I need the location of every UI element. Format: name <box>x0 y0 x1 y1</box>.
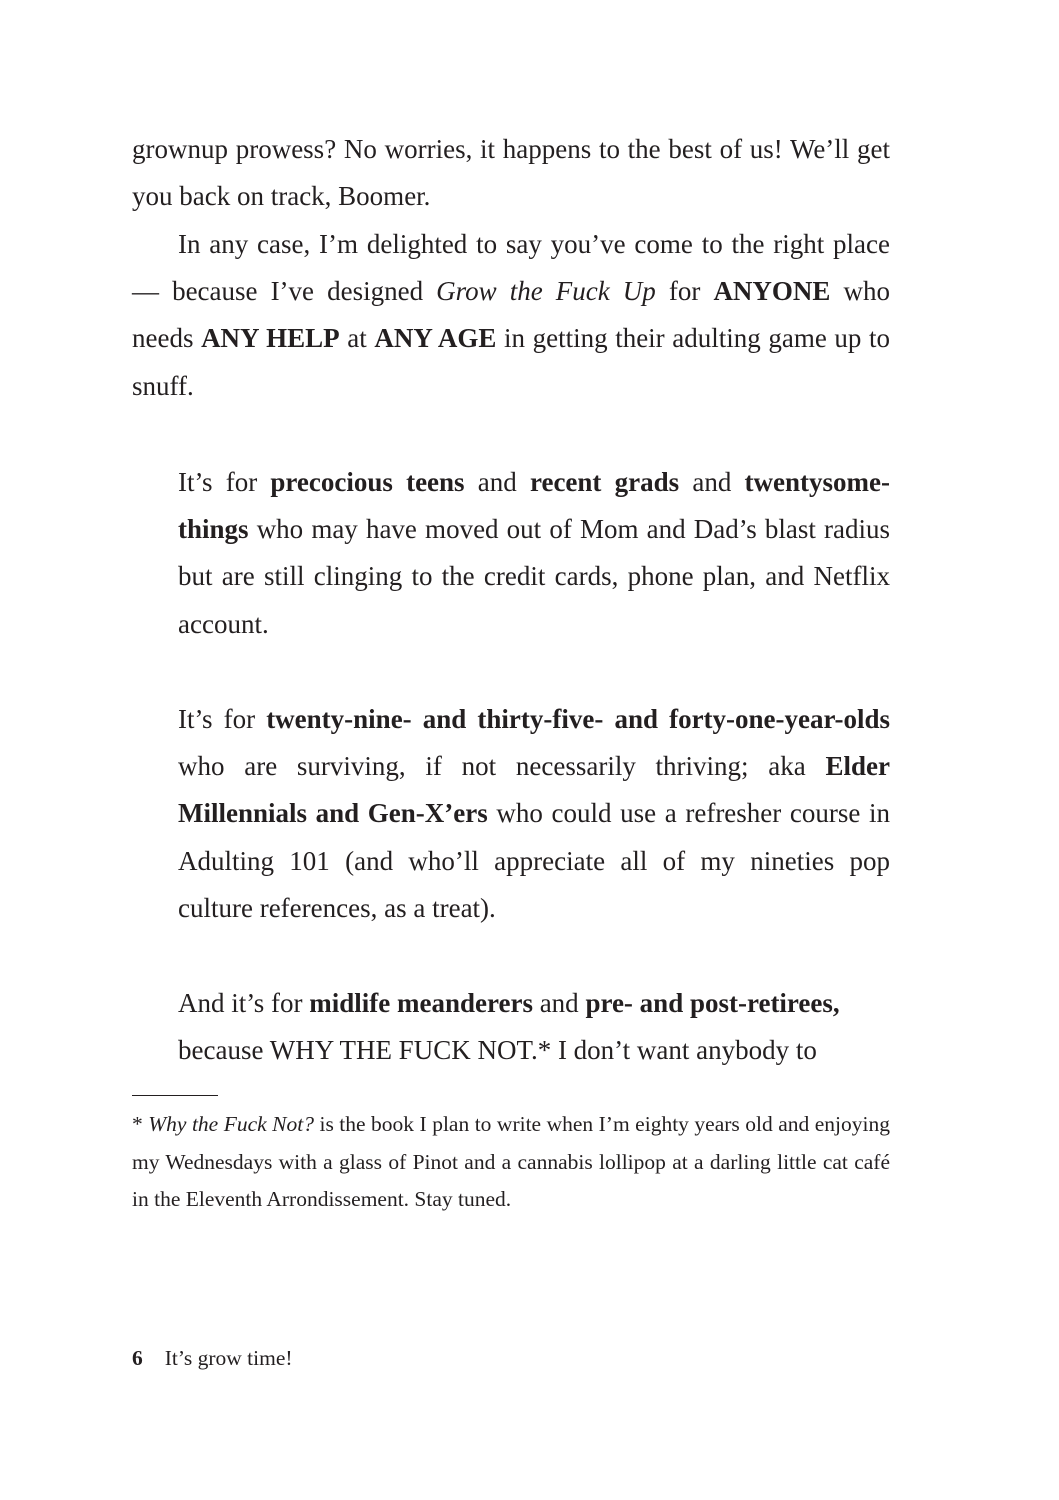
paragraph-text: at <box>339 323 375 354</box>
audience-block-retirees <box>178 980 890 1074</box>
bold-emphasis: precocious teens <box>270 467 465 497</box>
paragraph-text: And it’s for <box>178 988 310 1018</box>
bold-emphasis: midlife meanderers <box>309 988 533 1018</box>
bold-emphasis: ANYONE <box>713 276 831 307</box>
page-number: 6 <box>132 1346 143 1370</box>
book-title: Grow the Fuck Up <box>436 276 656 307</box>
audience-block-teens <box>178 459 890 648</box>
paragraph-text: who could use a refresher course in Adulting 101 (and who’ll appreciate all of my nineties pop culture references, as a treat). <box>178 798 890 923</box>
paragraph-text: In any case, I’m delighted to say you’ve come to the right place — because I’ve designed <box>132 229 890 307</box>
paragraph-text: and <box>464 467 530 497</box>
paragraph-intro <box>132 221 890 410</box>
paragraph-text: and <box>532 988 586 1018</box>
paragraph-text: in getting their adulting game up to snuff. <box>132 323 890 401</box>
paragraph-text: because WHY THE FUCK NOT.* I don’t want anybody to <box>178 1035 817 1066</box>
paragraph-text: who needs <box>132 276 891 354</box>
footnote-book-title: Why the Fuck Not? <box>148 1112 314 1136</box>
audience-block-millennials <box>178 696 890 932</box>
paragraph-text: It’s for <box>178 467 271 497</box>
running-head: It’s grow time! <box>164 1346 293 1370</box>
page-footer <box>132 1338 293 1378</box>
paragraph-text: for <box>655 276 714 307</box>
paragraph-text: grownup prowess? No worries, it happens to the best of us! We’ll get you back on track, Boomer. <box>132 134 890 212</box>
paragraph-text: who are surviving, if not necessarily thriving; aka <box>178 751 826 782</box>
paragraph-text: It’s for <box>178 704 267 734</box>
bold-emphasis: twenty-nine- and thirty-five- and forty-one-year-olds <box>266 704 891 734</box>
footnote-marker: * <box>132 1112 149 1136</box>
bold-emphasis: recent grads <box>529 467 680 497</box>
bold-emphasis: Elder Millennials and Gen-X’ers <box>178 751 890 829</box>
bold-emphasis: pre- and post-retirees, <box>585 988 840 1018</box>
paragraph-text: and <box>679 467 745 497</box>
bold-emphasis: ANY AGE <box>374 323 497 354</box>
bold-emphasis: ANY HELP <box>201 323 340 354</box>
paragraph-text: who may have moved out of Mom and Dad’s blast radius but are still clinging to the credit cards, phone plan, and Netflix account. <box>178 514 890 639</box>
footnote-text: is the book I plan to write when I’m eighty years old and enjoying my Wednesdays with a glass of Pinot and a cannabis lollipop at a darling little cat café in the Eleventh Arrondissement. Stay tuned. <box>132 1112 891 1211</box>
footnote-divider <box>132 1095 218 1096</box>
bold-emphasis: twentysomethings <box>178 467 890 545</box>
paragraph-continuation <box>132 126 890 220</box>
footnote <box>132 1106 890 1219</box>
